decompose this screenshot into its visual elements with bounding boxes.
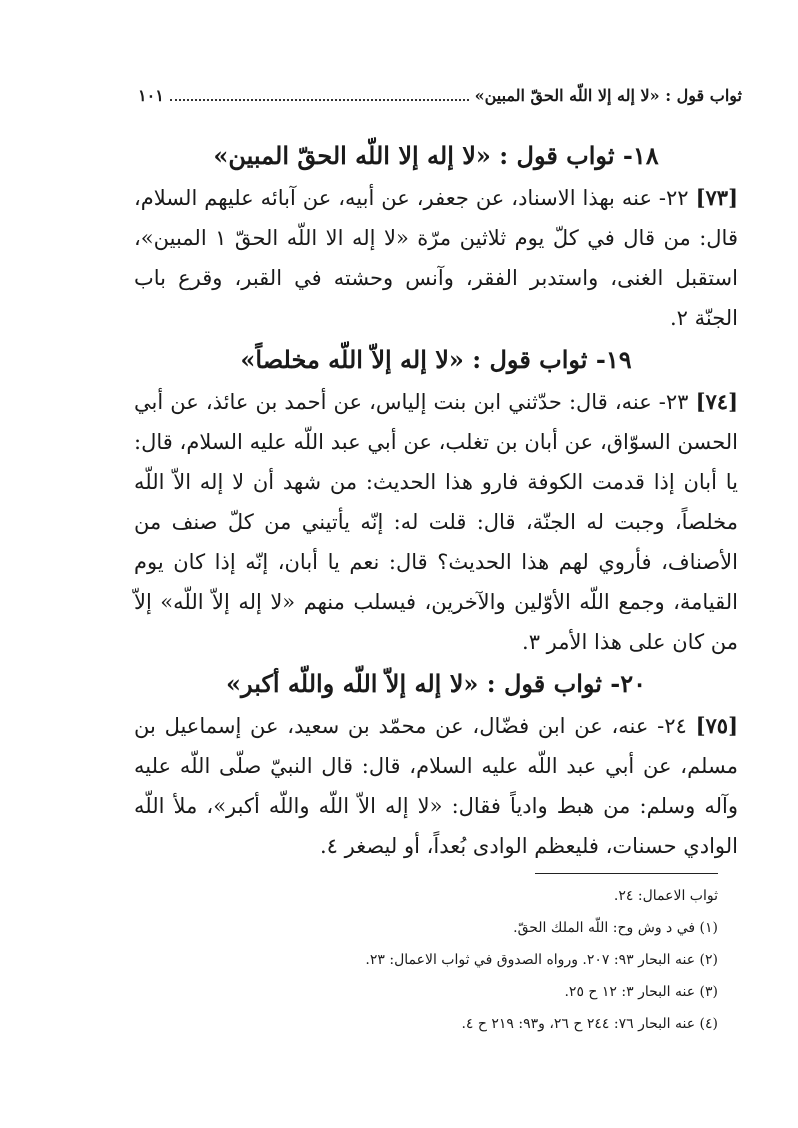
- hadith-paragraph-73: [134, 178, 738, 338]
- running-header: [138, 86, 742, 116]
- footnotes: [230, 880, 718, 1040]
- main-text: [134, 134, 738, 866]
- footnote-3: (٣) عنه البحار ٣: ١٢ ح ٢٥.: [564, 984, 718, 1000]
- page-number: ١٠١: [138, 86, 164, 105]
- hadith-ref-number: [٧٣]: [695, 185, 738, 210]
- footnote-2: (٢) عنه البحار ٩٣: ٢٠٧. ورواه الصدوق في ثواب الاعمال: ٢٣.: [365, 952, 718, 968]
- hadith-paragraph-75: [134, 706, 738, 866]
- footnote-source: ثواب الاعمال: ٢٤.: [613, 888, 718, 904]
- hadith-text: ٢٢- عنه بهذا الاسناد، عن جعفر، عن أبيه، عن آبائه عليهم السلام، قال: من قال في كلّ يوم ثلاثين مرّة «لا إله الا اللّه الحقّ ١ المبين»، استقبل الغنى، واستدبر الفقر، وآنس وحشته في القبر، وقرع باب الجنّة ٢.: [134, 186, 738, 330]
- footnote-separator: [535, 873, 718, 874]
- footnote-1: (١) في د وش وح: اللّه الملك الحقّ.: [513, 920, 718, 936]
- header-leader-dots: [170, 87, 469, 101]
- hadith-text: ٢٣- عنه، قال: حدّثني ابن بنت إلياس، عن أحمد بن عائذ، عن أبي الحسن السوّاق، عن أبان بن تغلب، عن أبي عبد اللّه عليه السلام، قال: يا أبان إذا قدمت الكوفة فارو هذا الحديث: من شهد أن لا إله الاّ اللّه مخلصاً، وجبت له الجنّة، قال: قلت له: إنّه يأتيني من كلّ صنف من الأصناف، فأروي لهم هذا الحديث؟ قال: نعم يا أبان، إنّه إذا كان يوم القيامة، وجمع اللّه الأوّلين والآخرين، فيسلب منهم «لا إله إلاّ اللّه» إلاّ من كان على هذا الأمر ٣.: [134, 390, 738, 654]
- section-title-18: ١٨- ثواب قول : «لا إله إلا اللّه الحقّ المبين»: [213, 141, 659, 170]
- header-title: ثواب قول : «لا إله إلا اللّه الحقّ المبين»: [474, 86, 742, 105]
- hadith-paragraph-74: [134, 382, 738, 662]
- section-title-20: ٢٠- ثواب قول : «لا إله إلاّ اللّه واللّه أكبر»: [225, 669, 647, 698]
- footnote-4: (٤) عنه البحار ٧٦: ٢٤٤ ح ٢٦، و٩٣: ٢١٩ ح ٤.: [461, 1016, 718, 1032]
- hadith-ref-number: [٧٤]: [695, 389, 738, 414]
- hadith-ref-number: [٧٥]: [695, 713, 738, 738]
- hadith-text: ٢٤- عنه، عن ابن فضّال، عن محمّد بن سعيد، عن إسماعيل بن مسلم، عن أبي عبد اللّه عليه السلام، قال: قال النبيّ صلّى اللّه عليه وآله وسلم: من هبط وادياً فقال: «لا إله الاّ اللّه واللّه أكبر»، ملأ اللّه الوادي حسنات، فليعظم الوادى بُعداً، أو ليصغر ٤.: [134, 714, 738, 858]
- section-title-19: ١٩- ثواب قول : «لا إله إلاّ اللّه مخلصاً»: [240, 345, 632, 374]
